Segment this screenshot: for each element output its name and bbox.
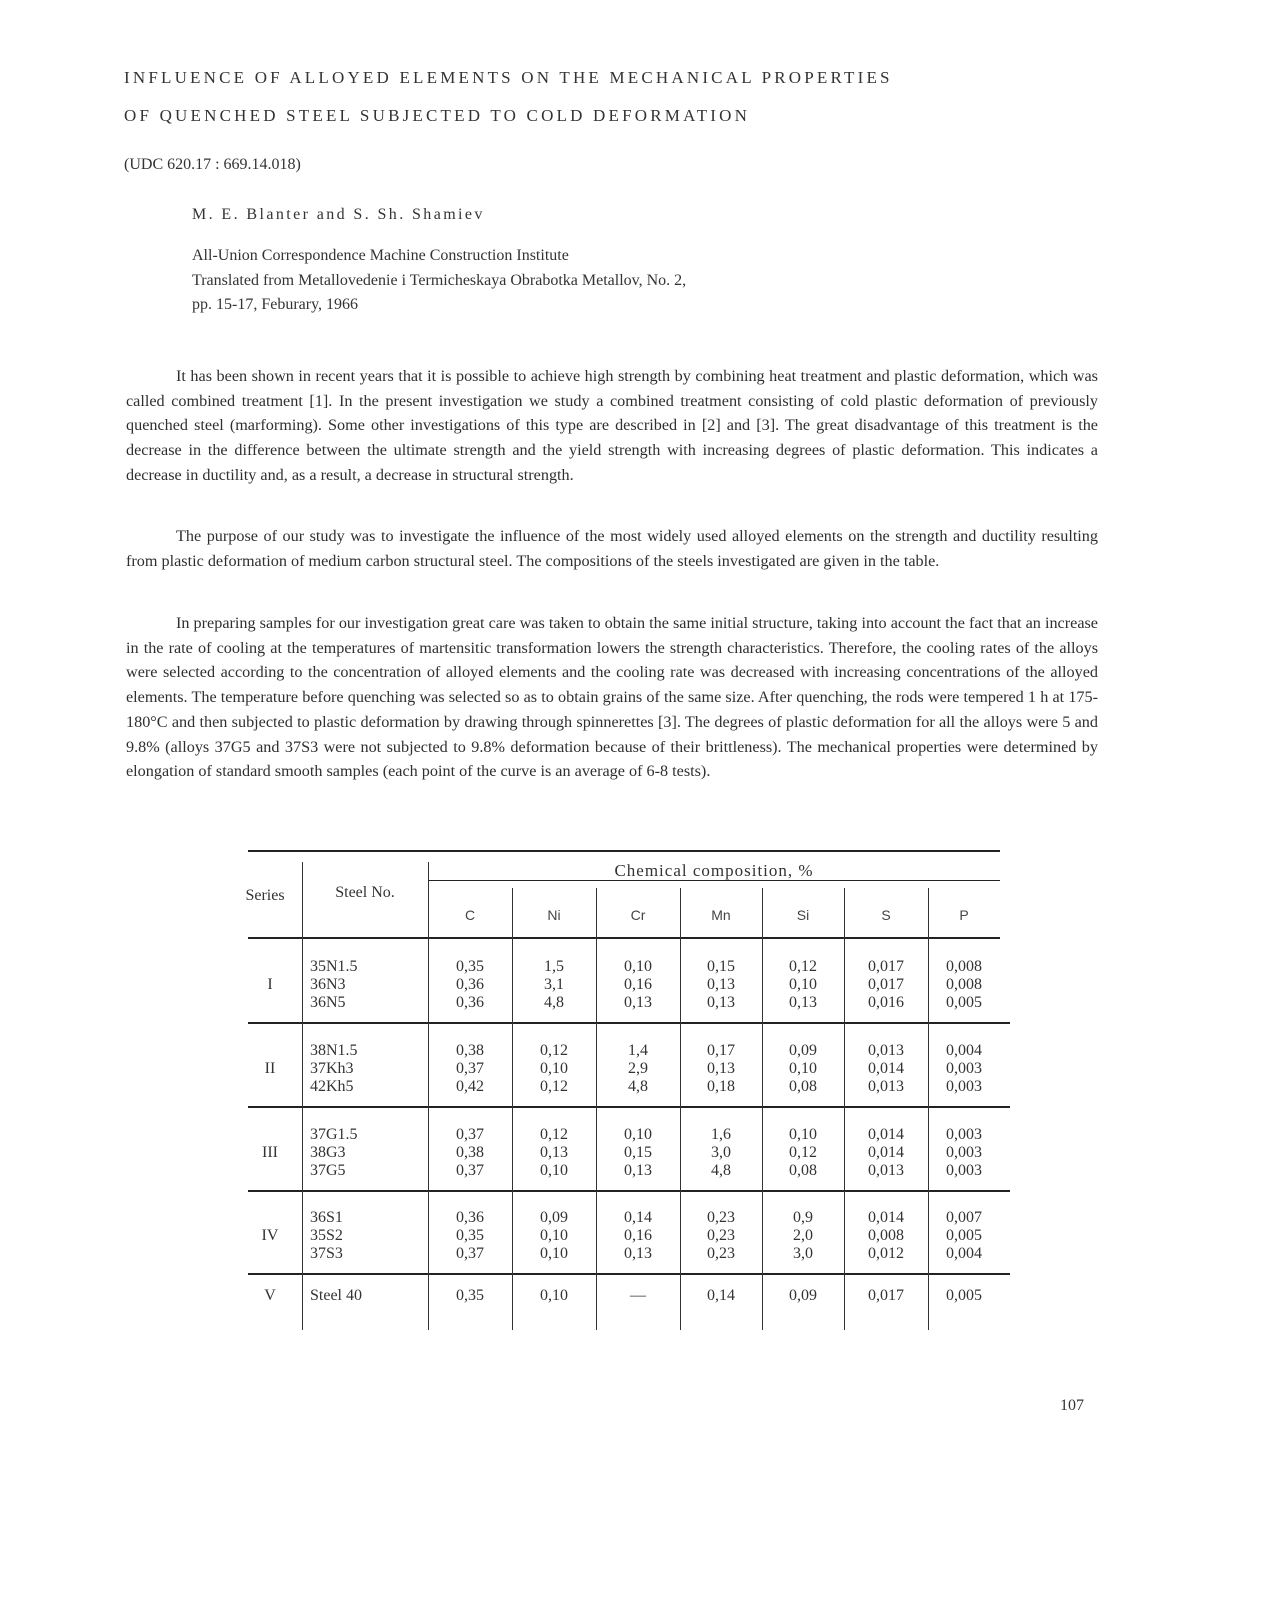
table-cell: 0,23 0,23 0,23 <box>707 1209 735 1262</box>
header-series: Series <box>245 887 285 904</box>
composition-table <box>238 850 1010 1330</box>
element-header: Cr <box>630 907 646 923</box>
table-cell: 0,003 0,003 0,003 <box>946 1126 982 1179</box>
element-header: Mn <box>711 907 731 923</box>
table-cell: 0,013 0,014 0,013 <box>868 1042 904 1095</box>
table-cell: 0,017 0,017 0,016 <box>868 958 904 1011</box>
element-header: Ni <box>547 907 561 923</box>
table-cell: 0,008 0,008 0,005 <box>946 958 982 1011</box>
row-rule-1 <box>248 1022 1010 1024</box>
series-label: IV <box>261 1227 279 1244</box>
udc-code: (UDC 620.17 : 669.14.018) <box>124 156 301 173</box>
cr-divider <box>680 888 681 1330</box>
si-divider <box>844 888 845 1330</box>
paragraph-3: In preparing samples for our investigation great care was taken to obtain the same initial structure, taking into account the fact that an increase in the rate of cooling at the temperatures of martensitic transformation lowers the strength characteristics. Therefore, the cooling rates of the alloys were selected according to the concentration of alloyed elements and the cooling rate was decreased with increasing concentrations of the alloyed elements. The temperature before quenching was selected so as to obtain grains of the same size. After quenching, the rods were tempered 1 h at 175-180°C and then subjected to plastic deformation by drawing through spinnerettes [3]. The degrees of plastic deformation for all the alloys were 5 and 9.8% (alloys 37G5 and 37S3 were not subjected to 9.8% deformation because of their brittleness). The mechanical properties were determined by elongation of standard smooth samples (each point of the curve is an average of 6-8 tests). <box>126 614 1098 781</box>
page-number: 107 <box>1060 1397 1084 1414</box>
series-label: V <box>264 1287 276 1304</box>
element-header: Si <box>796 907 810 923</box>
table-cell: 0,38 0,37 0,42 <box>456 1042 484 1095</box>
translated-from: Translated from Metallovedenie i Termicheskaya Obrabotka Metallov, No. 2, <box>192 271 687 289</box>
chem-header-rule <box>428 880 1000 881</box>
table-cell: 0,10 0,12 0,08 <box>789 1126 817 1179</box>
paragraph-1: It has been shown in recent years that it is possible to achieve high strength by combining heat treatment and plastic deformation, which was called combined treatment [1]. In the present investigation we study a combined treatment consisting of cold plastic deformation of previously quenched steel (marforming). Some other investigations of this type are described in [2] and [3]. The great disadvantage of this treatment is the decrease in the difference between the ultimate strength and the yield strength with increasing degrees of plastic deformation. This indicates a decrease in ductility and, as a result, a decrease in structural strength. <box>126 367 1098 484</box>
element-header: C <box>464 907 476 923</box>
element-header: S <box>881 907 891 923</box>
title-line-2: OF QUENCHED STEEL SUBJECTED TO COLD DEFORMATION <box>124 106 751 125</box>
affiliation-block <box>192 244 686 318</box>
table-cell: 0,12 0,13 0,10 <box>540 1126 568 1179</box>
table-cell: — <box>630 1287 646 1304</box>
table-cell: 0,14 <box>707 1287 735 1304</box>
header-chem: Chemical composition, % <box>614 861 814 880</box>
table-top-rule <box>248 850 1000 852</box>
series-label: III <box>262 1144 278 1161</box>
table-cell: 0,014 0,014 0,013 <box>868 1126 904 1179</box>
paragraph-2: The purpose of our study was to investigate the influence of the most widely used alloyed elements on the strength and ductility resulting from plastic deformation of medium carbon structural steel. The compositions of the steels investigated are given in the table. <box>126 527 1098 570</box>
steel-number: 38N1.5 37Kh3 42Kh5 <box>310 1042 358 1095</box>
table-cell: 0,9 2,0 3,0 <box>793 1209 813 1262</box>
table-cell: 0,10 0,16 0,13 <box>624 958 652 1011</box>
series-label: II <box>264 1060 276 1077</box>
title-line-1: INFLUENCE OF ALLOYED ELEMENTS ON THE MECHANICAL PROPERTIES <box>124 68 893 87</box>
table-cell: 0,10 <box>540 1287 568 1304</box>
table-cell: 0,17 0,13 0,18 <box>707 1042 735 1095</box>
table-cell: 0,014 0,008 0,012 <box>868 1209 904 1262</box>
table-cell: 0,35 <box>456 1287 484 1304</box>
table-cell: 0,004 0,003 0,003 <box>946 1042 982 1095</box>
table-cell: 0,12 0,10 0,13 <box>789 958 817 1011</box>
ni-divider <box>596 888 597 1330</box>
table-cell: 0,36 0,35 0,37 <box>456 1209 484 1262</box>
s-divider <box>928 888 929 1330</box>
steel-number: 37G1.5 38G3 37G5 <box>310 1126 358 1179</box>
table-cell: 0,12 0,10 0,12 <box>540 1042 568 1095</box>
series-label: I <box>267 976 273 993</box>
table-cell: 0,007 0,005 0,004 <box>946 1209 982 1262</box>
element-header: P <box>959 907 969 923</box>
steel-number: 35N1.5 36N3 36N5 <box>310 958 358 1011</box>
table-cell: 0,14 0,16 0,13 <box>624 1209 652 1262</box>
pages-date: pp. 15-17, Feburary, 1966 <box>192 296 359 313</box>
table-cell: 0,15 0,13 0,13 <box>707 958 735 1011</box>
table-cell: 1,4 2,9 4,8 <box>628 1042 648 1095</box>
table-cell: 0,017 <box>868 1287 904 1304</box>
steel-number: Steel 40 <box>310 1287 362 1304</box>
table-cell: 0,09 0,10 0,08 <box>789 1042 817 1095</box>
table-cell: 0,09 <box>789 1287 817 1304</box>
row-rule-2 <box>248 1106 1010 1108</box>
header-bottom-rule <box>248 937 1000 939</box>
series-divider <box>302 862 303 1330</box>
affiliation: All-Union Correspondence Machine Construction Institute <box>192 247 569 264</box>
table-cell: 0,005 <box>946 1287 982 1304</box>
table-cell: 1,5 3,1 4,8 <box>544 958 564 1011</box>
table-cell: 1,6 3,0 4,8 <box>711 1126 731 1179</box>
row-rule-4 <box>248 1273 1010 1275</box>
steel-number: 36S1 35S2 37S3 <box>310 1209 343 1262</box>
table-cell: 0,35 0,36 0,36 <box>456 958 484 1011</box>
header-steel: Steel No. <box>335 884 395 901</box>
mn-divider <box>762 888 763 1330</box>
row-rule-3 <box>248 1190 1010 1192</box>
table-cell: 0,37 0,38 0,37 <box>456 1126 484 1179</box>
c-divider <box>512 888 513 1330</box>
table-cell: 0,10 0,15 0,13 <box>624 1126 652 1179</box>
authors: M. E. Blanter and S. Sh. Shamiev <box>192 206 485 223</box>
table-cell: 0,09 0,10 0,10 <box>540 1209 568 1262</box>
